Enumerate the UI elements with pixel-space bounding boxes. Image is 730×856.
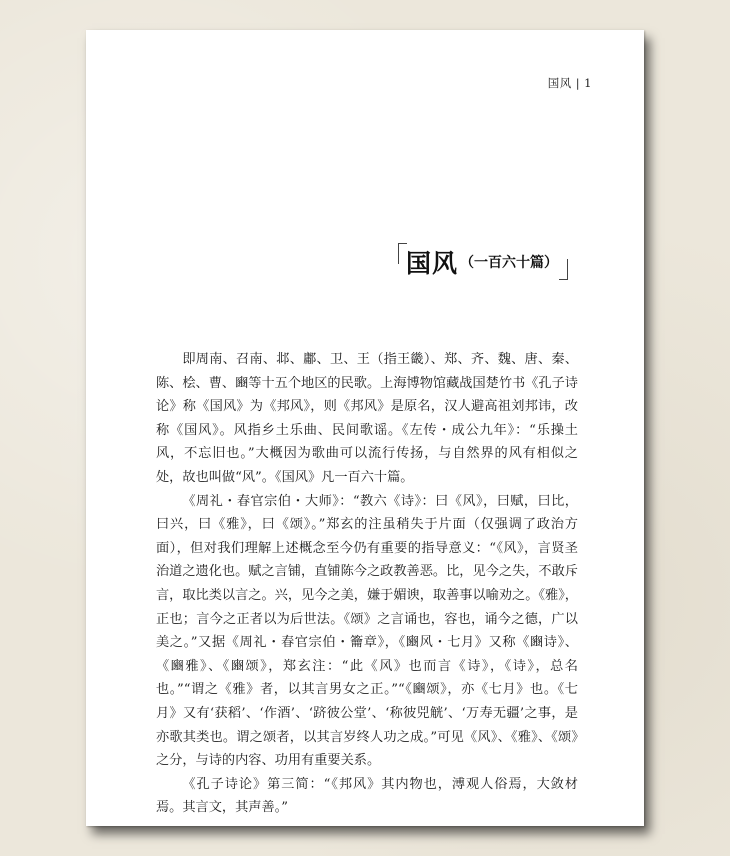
chapter-title-main: 国风 xyxy=(405,249,458,278)
book-page xyxy=(86,30,644,826)
chapter-title xyxy=(394,244,570,280)
paragraph-3: 《孔子诗论》第三简：“《邦风》其内物也，溥观人俗焉，大敛材焉。其言文，其声善。” xyxy=(156,776,578,816)
running-head xyxy=(548,75,592,91)
running-head-section: 国风 xyxy=(547,76,572,90)
paragraph-1: 即周南、召南、邶、鄘、卫、王（指王畿）、郑、齐、魏、唐、秦、陈、桧、曹、豳等十五个地区的民歌。上海博物馆藏战国楚竹书《孔子诗论》称《国风》为《邦风》，则《邦风》是原名，汉人避高祖刘邦讳，改称《国风》。风指乡土乐曲、民间歌谣。《左传・成公九年》：“乐操土风，不忘旧也。”大概因为歌曲可以流行传扬，与自然界的风有相似之处，故也叫做“风”。《国风》凡一百六十篇。 xyxy=(156,352,578,485)
title-bracket-close xyxy=(558,249,570,275)
paragraph-2: 《周礼・春官宗伯・大师》：“教六《诗》：曰《风》，曰赋，曰比，曰兴，曰《雅》，曰《颂》。”郑玄的注虽稍失于片面（仅强调了政治方面），但对我们理解上述概念至今仍有重要的指导意义：“《风》，言贤圣治道之遗化也。赋之言铺，直铺陈今之政教善恶。比，见今之失，不敢斥言，取比类以言之。兴，见今之美，嫌于媚谀，取善事以喻劝之。《雅》，正也；言今之正者以为后世法。《颂》之言诵也，容也，诵今之德，广以美之。”又据《周礼・春官宗伯・籥章》，《豳风・七月》又称《豳诗》、《豳雅》、《豳颂》，郑玄注：“此《风》也而言《诗》，《诗》，总名也。”“谓之《雅》者，以其言男女之正。”“《豳颂》，亦《七月》也。《七月》又有‘获稻’、‘作酒’、‘跻彼公堂’、‘称彼兕觥’、‘万寿无疆’之事，是亦歌其类也。谓之颂者，以其言岁终人功之成。”可见《风》、《雅》、《颂》之分，与诗的内容、功用有重要关系。 xyxy=(156,493,578,769)
body-text xyxy=(156,348,578,820)
running-head-separator: | xyxy=(575,76,581,90)
title-bracket-open xyxy=(394,249,406,275)
chapter-title-sub: （一百六十篇） xyxy=(460,255,558,271)
page-number: 1 xyxy=(584,76,592,90)
